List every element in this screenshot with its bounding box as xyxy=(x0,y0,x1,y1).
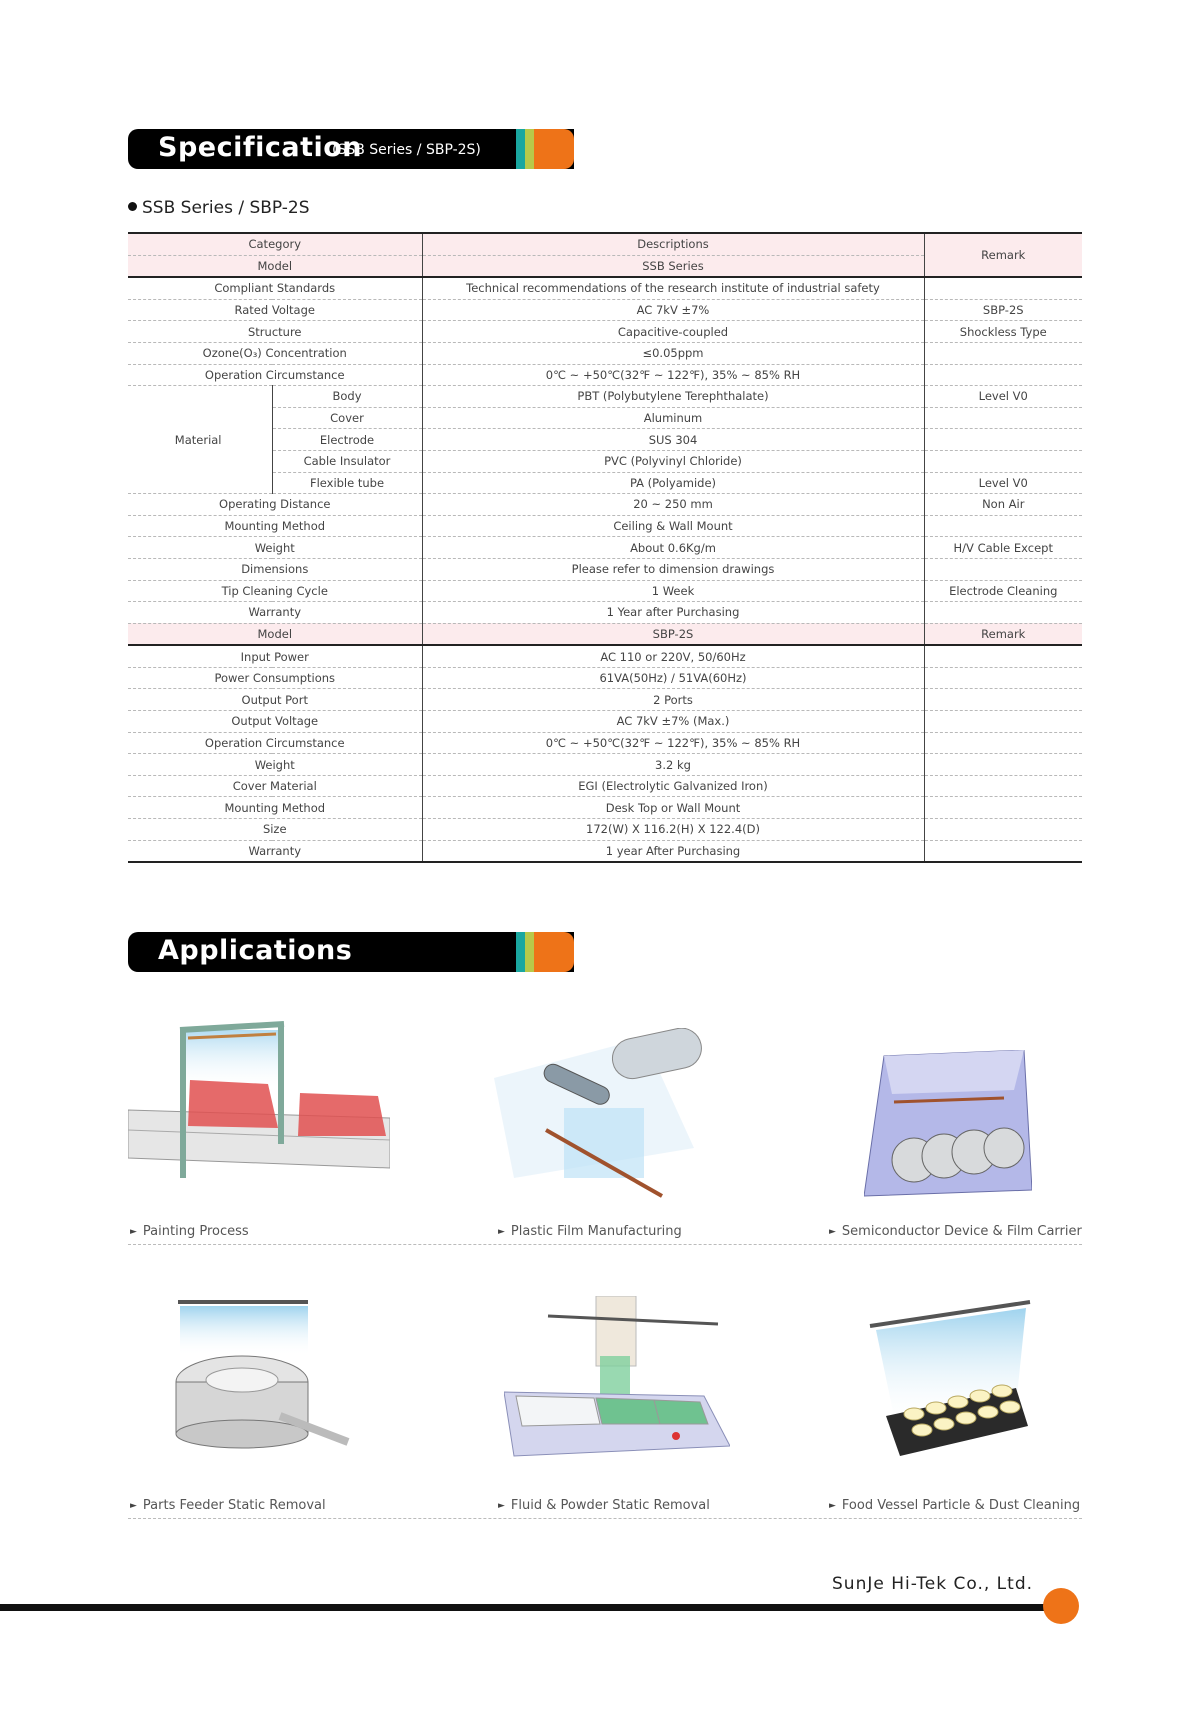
table-row xyxy=(128,645,1082,667)
table-row xyxy=(128,840,1082,862)
row-label: Operation Circumstance xyxy=(128,732,422,754)
row-description: Ceiling & Wall Mount xyxy=(422,515,924,537)
triangle-bullet-icon: ► xyxy=(130,1501,137,1511)
descriptions-header: Descriptions xyxy=(422,233,924,255)
row-description: 61VA(50Hz) / 51VA(60Hz) xyxy=(422,667,924,689)
row-label: Weight xyxy=(128,754,422,776)
table-row xyxy=(128,515,1082,537)
table-row xyxy=(128,580,1082,602)
semiconductor-carrier-illustration xyxy=(864,1050,1032,1200)
row-description: 3.2 kg xyxy=(422,754,924,776)
specification-title: Specification xyxy=(158,132,363,163)
table-row xyxy=(128,689,1082,711)
row-label: Output Voltage xyxy=(128,711,422,733)
row-remark xyxy=(924,667,1082,689)
row-description: EGI (Electrolytic Galvanized Iron) xyxy=(422,775,924,797)
table-row xyxy=(128,775,1082,797)
row-description: 1 Year after Purchasing xyxy=(422,602,924,624)
row-remark xyxy=(924,645,1082,667)
color-stripes xyxy=(516,129,574,169)
model-header: Model xyxy=(128,255,422,277)
table-row xyxy=(128,429,1082,451)
plastic-film-illustration xyxy=(494,1028,724,1198)
table-row xyxy=(128,558,1082,580)
row-label: Warranty xyxy=(128,840,422,862)
fluid-powder-illustration xyxy=(504,1296,730,1464)
table-row xyxy=(128,407,1082,429)
row-label: Rated Voltage xyxy=(128,299,422,321)
row-label: Weight xyxy=(128,537,422,559)
category-header: Category xyxy=(128,233,422,255)
painting-process-illustration xyxy=(128,1018,390,1198)
specification-subtitle: (SSB Series / SBP-2S) xyxy=(332,142,481,158)
row-remark: Electrode Cleaning xyxy=(924,580,1082,602)
row-remark xyxy=(924,711,1082,733)
table-row xyxy=(128,602,1082,624)
row-description: PBT (Polybutylene Terephthalate) xyxy=(422,386,924,408)
ssb-series-header: SSB Series xyxy=(422,255,924,277)
row-description: 172(W) X 116.2(H) X 122.4(D) xyxy=(422,819,924,841)
row-description: 0℃ ~ +50℃(32℉ ~ 122℉), 35% ~ 85% RH xyxy=(422,364,924,386)
caption-divider xyxy=(128,1518,1082,1519)
row-remark: SBP-2S xyxy=(924,299,1082,321)
table-row xyxy=(128,386,1082,408)
table-row xyxy=(128,342,1082,364)
material-sub-label: Cable Insulator xyxy=(272,450,422,472)
color-stripes xyxy=(516,932,574,972)
row-label: Size xyxy=(128,819,422,841)
table-row xyxy=(128,819,1082,841)
applications-title-bar xyxy=(128,932,574,972)
row-remark xyxy=(924,840,1082,862)
footer-rule xyxy=(0,1604,1050,1611)
row-remark xyxy=(924,775,1082,797)
row-description: About 0.6Kg/m xyxy=(422,537,924,559)
row-description: 20 ~ 250 mm xyxy=(422,494,924,516)
table-row xyxy=(128,321,1082,343)
row-description: AC 110 or 220V, 50/60Hz xyxy=(422,645,924,667)
triangle-bullet-icon: ► xyxy=(829,1227,836,1237)
material-label: Material xyxy=(128,386,272,494)
material-sub-label: Body xyxy=(272,386,422,408)
row-remark xyxy=(924,819,1082,841)
row-remark xyxy=(924,277,1082,299)
row-label: Input Power xyxy=(128,645,422,667)
remark-header: Remark xyxy=(924,623,1082,645)
table-row xyxy=(128,364,1082,386)
table-row xyxy=(128,299,1082,321)
model-header: Model xyxy=(128,623,422,645)
caption-film: ► Plastic Film Manufacturing xyxy=(498,1224,682,1239)
parts-feeder-illustration xyxy=(170,1296,350,1462)
row-remark: Non Air xyxy=(924,494,1082,516)
row-label: Cover Material xyxy=(128,775,422,797)
company-name: SunJe Hi-Tek Co., Ltd. xyxy=(832,1574,1034,1594)
row-label: Compliant Standards xyxy=(128,277,422,299)
bullet-icon xyxy=(128,202,137,211)
specification-table xyxy=(128,232,1082,863)
sbp-header-row xyxy=(128,623,1082,645)
caption-divider xyxy=(128,1244,1082,1245)
series-subheading: SSB Series / SBP-2S xyxy=(128,198,310,218)
row-label: Power Consumptions xyxy=(128,667,422,689)
material-sub-label: Flexible tube xyxy=(272,472,422,494)
caption-semiconductor: ► Semiconductor Device & Film Carrier xyxy=(829,1224,1082,1239)
remark-header: Remark xyxy=(924,233,1082,277)
row-description: Please refer to dimension drawings xyxy=(422,558,924,580)
caption-feeder: ► Parts Feeder Static Removal xyxy=(130,1498,326,1513)
row-label: Structure xyxy=(128,321,422,343)
row-description: Desk Top or Wall Mount xyxy=(422,797,924,819)
specification-title-bar xyxy=(128,129,574,169)
row-remark xyxy=(924,754,1082,776)
row-remark xyxy=(924,342,1082,364)
table-row xyxy=(128,277,1082,299)
caption-food: ► Food Vessel Particle & Dust Cleaning xyxy=(829,1498,1081,1513)
row-label: Tip Cleaning Cycle xyxy=(128,580,422,602)
table-row xyxy=(128,732,1082,754)
row-description: Technical recommendations of the research institute of industrial safety xyxy=(422,277,924,299)
row-remark xyxy=(924,450,1082,472)
row-description: PVC (Polyvinyl Chloride) xyxy=(422,450,924,472)
row-description: AC 7kV ±7% xyxy=(422,299,924,321)
row-remark: Shockless Type xyxy=(924,321,1082,343)
table-row xyxy=(128,537,1082,559)
table-row xyxy=(128,797,1082,819)
triangle-bullet-icon: ► xyxy=(829,1501,836,1511)
row-label: Operating Distance xyxy=(128,494,422,516)
row-description: ≤0.05ppm xyxy=(422,342,924,364)
row-remark: Level V0 xyxy=(924,386,1082,408)
row-description: 2 Ports xyxy=(422,689,924,711)
footer-orange-dot xyxy=(1043,1588,1079,1624)
row-description: 1 year After Purchasing xyxy=(422,840,924,862)
table-row xyxy=(128,494,1082,516)
row-remark xyxy=(924,558,1082,580)
table-row xyxy=(128,667,1082,689)
row-remark xyxy=(924,602,1082,624)
table-row xyxy=(128,711,1082,733)
triangle-bullet-icon: ► xyxy=(498,1227,505,1237)
material-sub-label: Electrode xyxy=(272,429,422,451)
row-label: Output Port xyxy=(128,689,422,711)
row-remark xyxy=(924,429,1082,451)
row-description: AC 7kV ±7% (Max.) xyxy=(422,711,924,733)
row-description: 1 Week xyxy=(422,580,924,602)
row-remark xyxy=(924,407,1082,429)
triangle-bullet-icon: ► xyxy=(130,1227,137,1237)
table-row xyxy=(128,450,1082,472)
caption-painting: ► Painting Process xyxy=(130,1224,249,1239)
row-remark xyxy=(924,364,1082,386)
row-remark: H/V Cable Except xyxy=(924,537,1082,559)
row-label: Ozone(O₃) Concentration xyxy=(128,342,422,364)
applications-title: Applications xyxy=(158,935,353,966)
caption-fluid: ► Fluid & Powder Static Removal xyxy=(498,1498,710,1513)
material-sub-label: Cover xyxy=(272,407,422,429)
row-remark xyxy=(924,732,1082,754)
row-remark xyxy=(924,797,1082,819)
table-row xyxy=(128,754,1082,776)
sbp-series-header: SBP-2S xyxy=(422,623,924,645)
row-description: 0℃ ~ +50℃(32℉ ~ 122℉), 35% ~ 85% RH xyxy=(422,732,924,754)
row-description: Capacitive-coupled xyxy=(422,321,924,343)
food-vessel-illustration xyxy=(866,1296,1034,1466)
table-row xyxy=(128,472,1082,494)
row-label: Dimensions xyxy=(128,558,422,580)
row-description: PA (Polyamide) xyxy=(422,472,924,494)
row-remark xyxy=(924,515,1082,537)
row-label: Mounting Method xyxy=(128,515,422,537)
row-remark xyxy=(924,689,1082,711)
triangle-bullet-icon: ► xyxy=(498,1501,505,1511)
row-remark: Level V0 xyxy=(924,472,1082,494)
row-description: SUS 304 xyxy=(422,429,924,451)
row-description: Aluminum xyxy=(422,407,924,429)
row-label: Operation Circumstance xyxy=(128,364,422,386)
row-label: Warranty xyxy=(128,602,422,624)
row-label: Mounting Method xyxy=(128,797,422,819)
